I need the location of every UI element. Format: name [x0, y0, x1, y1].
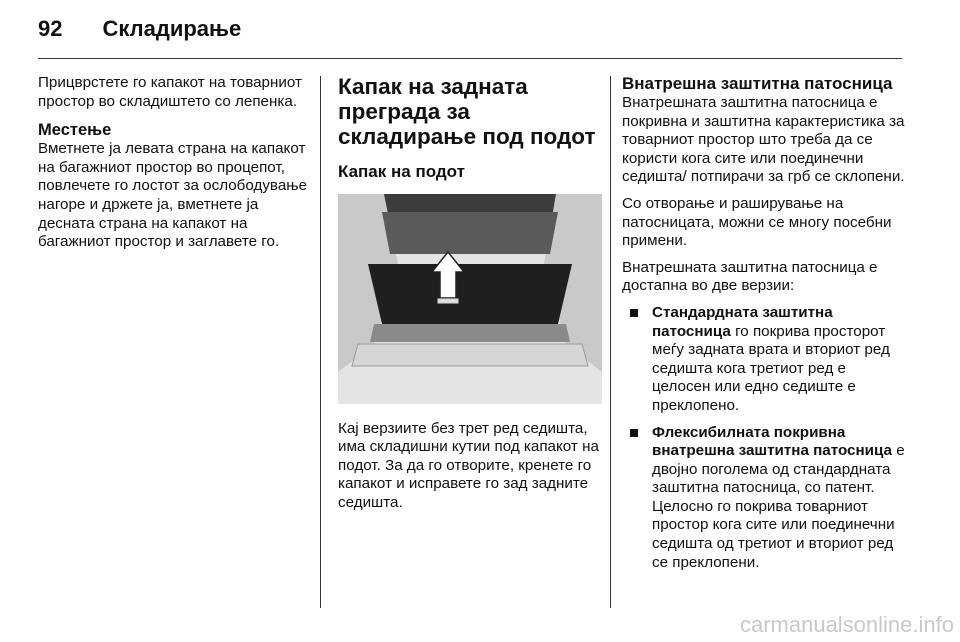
paragraph: Вметнете ја левата страна на капакот на багажниот простор во процепот, повлечете го лостот за ослободување нагоре и држете ја, вметнете ја десната страна на капакот на багажниот простор и заглавете го. [38, 140, 308, 251]
paragraph: Внатрешната заштитна патосница е покривна и заштитна карактеристика за товарниот простор што треба да се користи кога сите или поединечни седишта/ потпирачи за грб се склопени. [622, 94, 905, 186]
section-heading: Внатрешна заштитна патосница [622, 74, 893, 93]
page-number: 92 [38, 16, 63, 41]
item-text: го покрива просторот меѓу задната врата и вториот ред седишта кога третиот ред е целосен или едно седиште е преклопено. [652, 322, 890, 414]
bullet-icon [630, 309, 638, 317]
caption: Кај верзиите без трет ред седишта, има складишни кутии под капакот на подот. За да го отворите, кренете го капакот и исправете го зад задните седишта. [338, 419, 599, 511]
bullet-icon [630, 429, 638, 437]
paragraph: Со отворање и раширување на патосницата, можни се многу посебни примени. [622, 194, 892, 250]
sub-heading: Капак на подот [338, 162, 465, 181]
list-item [622, 424, 908, 573]
page-title: Складирање [102, 16, 242, 41]
watermark: carmanualsonline.info [739, 612, 954, 637]
column-divider [610, 76, 611, 608]
column-divider [320, 76, 321, 608]
column-3 [622, 74, 908, 580]
column-2 [338, 74, 608, 521]
section-heading: Капак на задната преграда за складирање под подот [338, 74, 596, 149]
list-item [622, 304, 908, 416]
page-header [38, 16, 241, 46]
version-list [622, 304, 908, 572]
item-term: Флексибилната покривна внатрешна заштитна патосница [652, 423, 892, 460]
header-rule [38, 58, 902, 59]
section-heading: Местење [38, 121, 112, 140]
cargo-floor-cover-illustration [338, 194, 602, 404]
paragraph: Внатрешната заштитна патосница е достапна во две верзии: [622, 258, 878, 295]
item-text: е двојно поголема од стандардната заштитна патосница, со патент. Целосно го покрива товарниот простор кога сите или поединечни седишта од третиот и вториот ред се преклопени. [652, 442, 905, 571]
column-1 [38, 74, 308, 260]
item-term: Стандардната заштитна патосница [652, 303, 833, 340]
paragraph: Прицврстете го капакот на товарниот простор во складиштето со лепенка. [38, 74, 302, 110]
